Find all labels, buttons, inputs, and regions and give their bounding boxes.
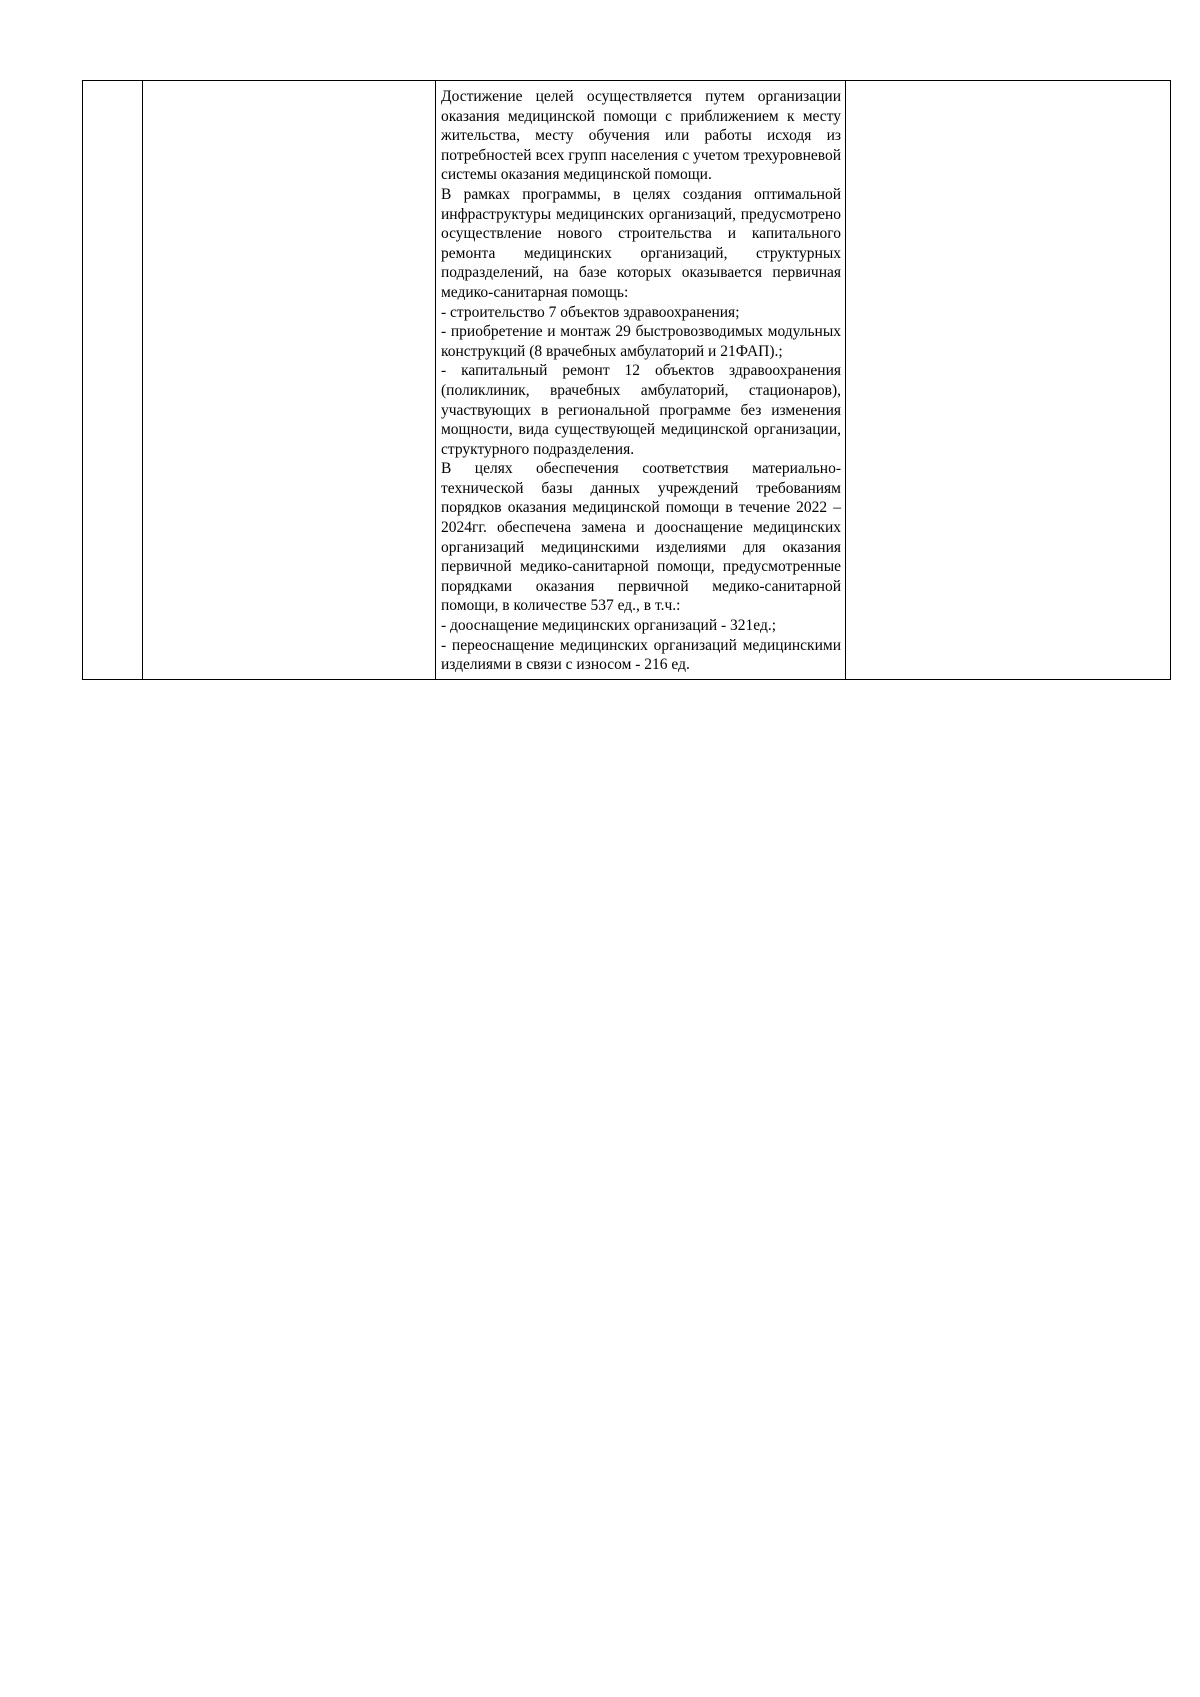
table-cell-number [83,81,143,680]
paragraph: Достижение целей осуществляется путем организации оказания медицинской помощи с приближением к месту жительства, месту обучения или работы исходя из потребностей всех групп населения с учетом трехуровневой системы оказания медицинской помощи. [441,88,841,184]
paragraph: - переоснащение медицинских организаций медицинскими изделиями в связи с износом - 216 ед. [441,636,841,674]
table-row [83,81,1171,680]
table-cell-description [436,81,846,680]
table-cell-name [143,81,436,680]
paragraph: - строительство 7 объектов здравоохранения; [441,303,740,321]
table-cell-notes [846,81,1171,680]
paragraph: - капитальный ремонт 12 объектов здравоохранения (поликлиник, врачебных амбулаторий, стационаров), участвующих в региональной программе без изменения мощности, вида существующей медицинской организации, структурного подразделения. [441,362,841,458]
paragraph: - дооснащение медицинских организаций - 321ед.; [441,617,777,635]
document-table [82,80,1171,680]
paragraph: В целях обеспечения соответствия материально-технической базы данных учреждений требованиям порядков оказания медицинской помощи в течение 2022 –2024гг. обеспечена замена и дооснащение медицинских организаций медицинскими изделиями для оказания первичной медико-санитарной помощи, предусмотренные порядками оказания первичной медико-санитарной помощи, в количестве 537 ед., в т.ч.: [441,460,841,615]
paragraph: В рамках программы, в целях создания оптимальной инфраструктуры медицинских организаций, предусмотрено осуществление нового строительства и капитального ремонта медицинских организаций, структурных подразделений, на базе которых оказывается первичная медико-санитарная помощь: [441,185,841,301]
paragraph: - приобретение и монтаж 29 быстровозводимых модульных конструкций (8 врачебных амбулаторий и 21ФАП).; [441,323,841,360]
